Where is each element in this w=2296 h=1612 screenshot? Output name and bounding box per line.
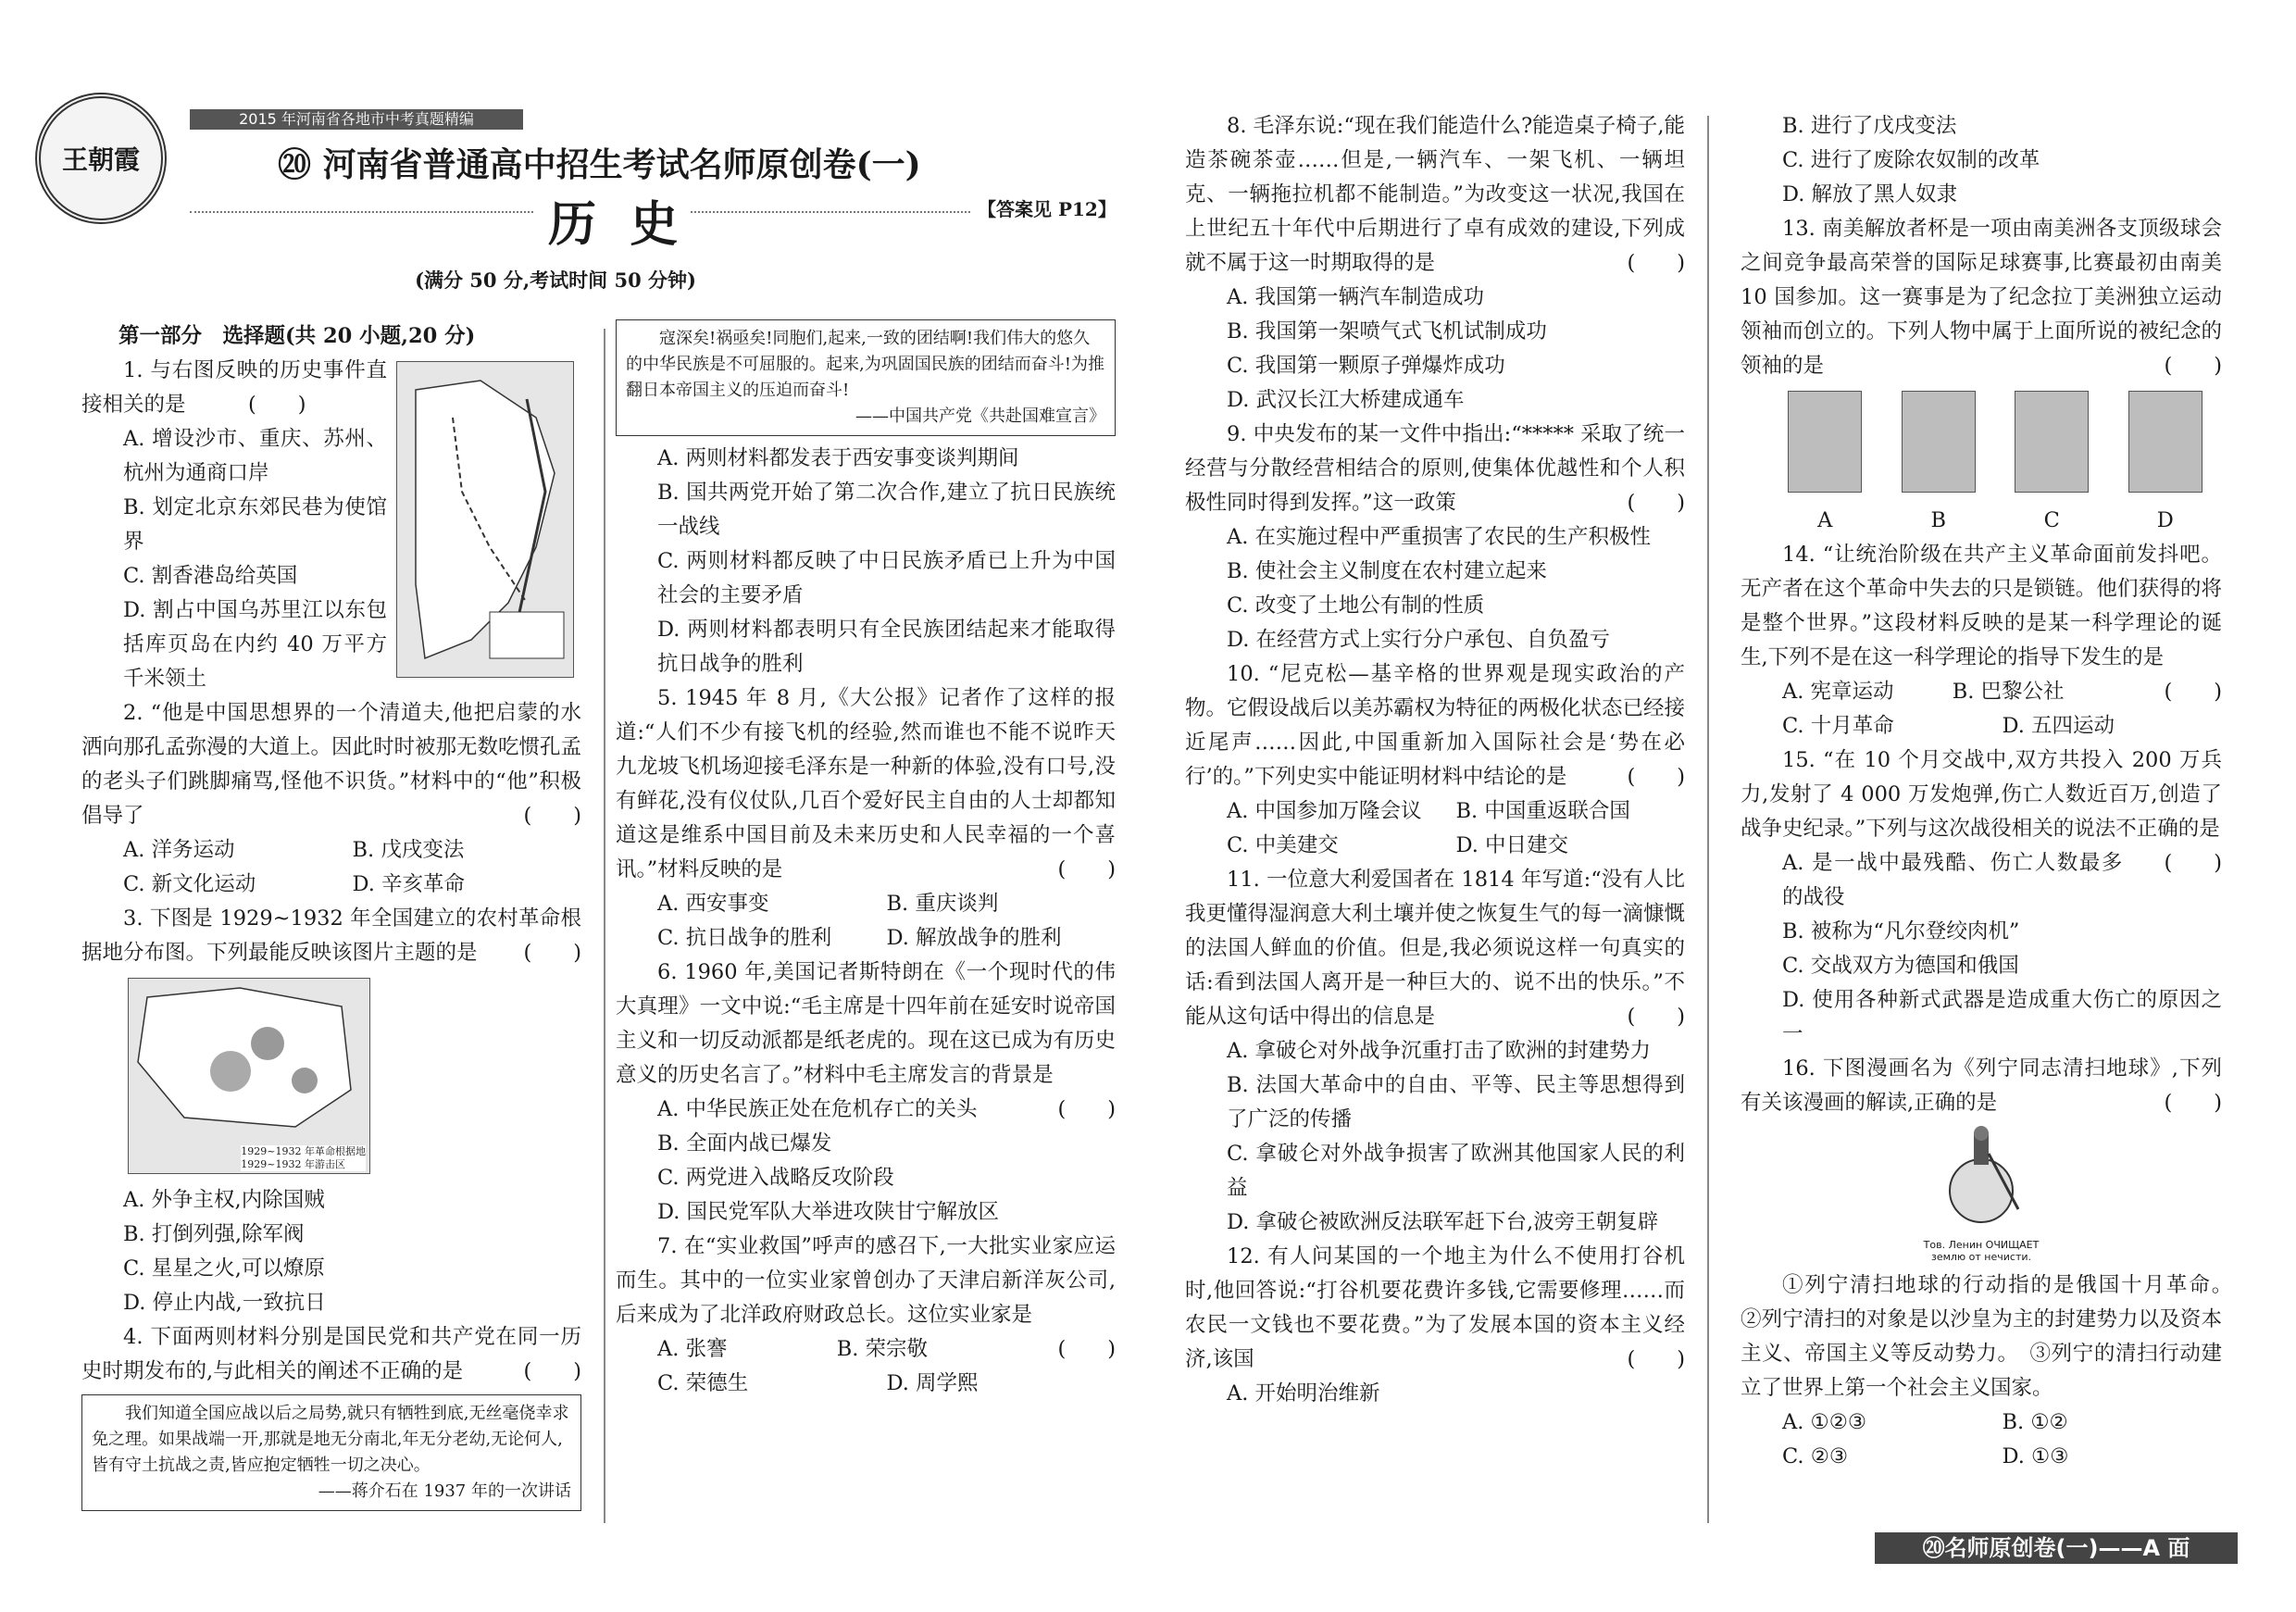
option: A. 拿破仑对外战争沉重打击了欧洲的封建势力 (1227, 1039, 1652, 1063)
question-14: 14. “让统治阶级在共产主义革命面前发抖吧。无产者在这个革命中失去的只是锁链。他们获得的将是整个世界。”这段材料反映的是某一科学理论的诞生,下列不是在这一科学理论的指导下发生的是 ( ) (1741, 543, 2222, 704)
option: A. 在实施过程中严重损害了农民的生产积极性 (1227, 525, 1652, 549)
option: B. 使社会主义制度在农村建立起来 (1227, 559, 1547, 583)
footer-badge: ⑳名师原创卷(一)——A 面 (1875, 1532, 2238, 1564)
option: B. 全面内战已爆发 (657, 1131, 832, 1156)
question-2: 2. “他是中国思想界的一个清道夫,他把启蒙的水洒向那孔孟弥漫的大道上。因此时时被那无数吃惯孔孟的老头子们跳脚痛骂,怪他不识货。”材料中的“他”积极倡导了 ( ) (81, 701, 582, 828)
option: D. 解放了黑人奴隶 (1782, 182, 1958, 206)
option: B. 国共两党开始了第二次合作,建立了抗日民族统一战线 (657, 481, 1116, 539)
options-q5: A. 西安事变 B. 重庆谈判 (657, 892, 999, 916)
column-3 (1185, 109, 1685, 1411)
paper-number: ⑳ (278, 145, 312, 184)
quote-text: 寇深矣!祸亟矣!同胞们,起来,一致的团结啊!我们伟大的悠久的中华民族是不可屈服的。起来,为巩固国民族的团结而奋斗!为推翻日本帝国主义的压迫而奋斗! (626, 329, 1104, 400)
quote-box (81, 1394, 581, 1511)
option: D. 割占中国乌苏里江以东包括库页岛在内约 40 万平方千米领土 (123, 598, 387, 691)
question-12: 12. 有人问某国的一个地主为什么不使用打谷机时,他回答说:“打谷机要花费许多钱,它需要修理……而农民一文钱也不要花费。”为了发展本国的资本主义经济,该国 ( ) (1185, 1244, 1685, 1371)
option: A. 是一战中最残酷、伤亡人数最多的战役 (1782, 851, 2123, 909)
options-q7: C. 荣德生 D. 周学熙 (657, 1371, 979, 1395)
option: D. 拿破仑被欧洲反法联军赶下台,波旁王朝复辟 (1227, 1210, 1659, 1234)
title-text: 河南省普通高中招生考试名师原创卷(一) (322, 145, 921, 184)
option: D. 停止内战,一致抗日 (123, 1291, 326, 1315)
cartoon-lenin (1741, 1126, 2222, 1263)
options-q14: A. 宪章运动 B. 巴黎公社 (1782, 680, 2065, 704)
question-10: 10. “尼克松—基辛格的世界观是现实政治的产物。它假设战后以美苏霸权为特征的两极化状态已经接近尾声……因此,中国重新加入国际社会是‘势在必行’的。”下列史实中能证明材料中结论的是 ( ) (1185, 662, 1686, 789)
question-7: 7. 在“实业救国”呼声的感召下,一大批实业家应运而生。其中的一位实业家曾创办了天津启新洋灰公司,后来成为了北洋政府财政总长。这位实业家是 ( ) (616, 1234, 1116, 1361)
portrait-d: D (2128, 391, 2202, 538)
question-15: 15. “在 10 个月交战中,双方共投入 200 万兵力,发射了 4 000 万发炮弹,伤亡人数近百万,创造了战争史纪录。”下列与这次战役相关的说法不正确的是 ( ) (1741, 748, 2222, 875)
map-legend: 1929~1932 年革命根据地 1929~1932 年游击区 (241, 1145, 366, 1170)
map-treaty-ports (396, 361, 574, 678)
options-q16: C. ②③ D. ①③ (1782, 1444, 2069, 1468)
question-13: 13. 南美解放者杯是一项由南美洲各支顶级球会之间竞争最高荣誉的国际足球赛事,比赛最初由南美 10 国参加。这一赛事是为了纪念拉丁美洲独立运动领袖而创立的。下列人物中属于上面所说的被纪念的领袖的是 ( ) (1741, 217, 2222, 378)
quote-source: ——蒋介石在 1937 年的一次讲话 (318, 1481, 571, 1501)
cartoon-caption: Тов. Ленин ОЧИЩАЕТ землю от нечисти. (1923, 1239, 2040, 1263)
banner-text: 2015 年河南省各地市中考真题精编 (239, 110, 474, 128)
option: C. 两则材料都反映了中日民族矛盾已上升为中国社会的主要矛盾 (657, 549, 1116, 607)
option: B. 我国第一架喷气式飞机试制成功 (1227, 319, 1547, 344)
banner (190, 109, 523, 130)
option: D. 两则材料都表明只有全民族团结起来才能取得抗日战争的胜利 (657, 618, 1116, 676)
option: C. 进行了废除农奴制的改革 (1782, 148, 2040, 172)
options-q2: A. 洋务运动 B. 戊戌变法 (123, 838, 465, 862)
logo-text: 王朝霞 (61, 144, 140, 175)
options-q7: A. 张謇 B. 荣宗敬 (657, 1337, 929, 1361)
option: B. 划定北京东郊民巷为使馆界 (123, 495, 387, 554)
option: B. 法国大革命中的自由、平等、民主等思想得到了广泛的传播 (1227, 1073, 1685, 1131)
answer-ref: 【答案见 P12】 (972, 194, 1122, 221)
question-6: 6. 1960 年,美国记者斯特朗在《一个现时代的伟大真理》一文中说:“毛主席是十四年前在延安时说帝国主义和一切反动派都是纸老虎的。现在这已成为有历史意义的历史名言了。”材料中毛主席发言的背景是 ( ) (616, 960, 1117, 1121)
option: D. 在经营方式上实行分户承包、自负盈亏 (1227, 628, 1611, 652)
quote-box (616, 319, 1116, 436)
portrait-a: A (1788, 391, 1862, 538)
question-9: 9. 中央发布的某一文件中指出:“***** 采取了统一经营与分散经营相结合的原则,使集体优越性和个人积极性同时得到发挥。”这一政策 ( ) (1185, 422, 1685, 515)
question-8: 8. 毛泽东说:“现在我们能造什么?能造桌子椅子,能造茶碗茶壶……但是,一辆汽车、一架飞机、一辆坦克、一辆拖拉机都不能制造。”为改变这一状况,我国在上世纪五十年代中后期进行了卓有成效的建设,下列成就不属于这一时期取得的是 ( ) (1185, 114, 1685, 275)
option: A. 两则材料都发表于西安事变谈判期间 (657, 446, 1019, 470)
cartoon-graphic (1926, 1126, 2037, 1228)
portrait-c: C (2015, 391, 2089, 538)
option: C. 交战双方为德国和俄国 (1782, 954, 2019, 978)
option: A. 外争主权,内除国贼 (123, 1188, 325, 1212)
q16-statements: ①列宁清扫地球的行动指的是俄国十月革命。 ②列宁清扫的对象是以沙皇为主的封建势力以及资本主义、帝国主义等反动势力。 ③列宁的清扫行动建立了世界上第一个社会主义国家。 (1741, 1273, 2243, 1400)
options-q5: C. 抗日战争的胜利 D. 解放战争的胜利 (657, 926, 1062, 950)
option: C. 两党进入战略反攻阶段 (657, 1166, 894, 1190)
option: C. 拿破仑对外战争损害了欧洲其他国家人民的利益 (1227, 1142, 1685, 1200)
question-4: 4. 下面两则材料分别是国民党和共产党在同一历史时期发布的,与此相关的阐述不正确的是 ( ) (81, 1325, 581, 1383)
question-11: 11. 一位意大利爱国者在 1814 年写道:“没有人比我更懂得湿润意大利土壤并使之恢复生气的每一滴慷慨的法国人鲜血的价值。但是,我必须说这样一句真实的话:看到法国人离开是一种巨大的、说不出的快乐。”不能从这句话中得出的信息是 ( ) (1185, 868, 1686, 1029)
column-divider (604, 329, 605, 1523)
option: C. 星星之火,可以燎原 (123, 1256, 325, 1281)
subject-title: 历 史 (535, 185, 691, 255)
options-q2: C. 新文化运动 D. 辛亥革命 (123, 872, 466, 896)
portrait-b: B (1902, 391, 1976, 538)
options-q10: C. 中美建交 D. 中日建交 (1227, 833, 1569, 857)
option: A. 开始明治维新 (1227, 1381, 1380, 1406)
exam-note: (满分 50 分,考试时间 50 分钟) (415, 269, 696, 292)
portrait-row (1768, 391, 2222, 538)
question-16: 16. 下图漫画名为《列宁同志清扫地球》,下列有关该漫画的解读,正确的是 ( ) (1741, 1056, 2222, 1115)
question-3: 3. 下图是 1929~1932 年全国建立的农村革命根据地分布图。下列最能反映该图片主题的是 ( ) (81, 906, 581, 965)
quote-text: 我们知道全国应战以后之局势,就只有牺牲到底,无丝毫侥幸求免之理。如果战端一开,那就是地无分南北,年无分老幼,无论何人,皆有守土抗战之责,皆应抱定牺牲一切之决心。 (92, 1404, 569, 1475)
quote-source: ——中国共产党《共赴国难宣言》 (855, 406, 1105, 426)
option: C. 我国第一颗原子弹爆炸成功 (1227, 354, 1505, 378)
option: D. 使用各种新式武器是造成重大伤亡的原因之一 (1782, 988, 2222, 1046)
question-5: 5. 1945 年 8 月,《大公报》记者作了这样的报道:“人们不少有接飞机的经验,然而谁也不能不说昨天九龙坡飞机场迎接毛泽东是一种新的体验,没有口号,没有鲜花,没有仪仗队,几百个爱好民主自由的人士却都知道这是维系中国目前及未来历史和人民幸福的一个喜讯。”材料反映的是 ( ) (616, 686, 1116, 881)
option: C. 改变了土地公有制的性质 (1227, 594, 1485, 618)
logo (35, 93, 167, 224)
page-title (278, 139, 921, 186)
section-heading: 第一部分 选择题(共 20 小题,20 分) (119, 324, 476, 348)
option: A. 我国第一辆汽车制造成功 (1227, 285, 1485, 309)
map-revolutionary-bases (128, 978, 370, 1174)
option: D. 国民党军队大举进攻陕甘宁解放区 (657, 1200, 1000, 1224)
column-4 (1741, 109, 2243, 1474)
option: A. 中华民族正处在危机存亡的关头 (657, 1097, 978, 1121)
option: B. 被称为“凡尔登绞肉机” (1782, 919, 2020, 943)
map-graphic (129, 979, 369, 1136)
option: D. 武汉长江大桥建成通车 (1227, 388, 1465, 412)
map-graphic (397, 362, 573, 677)
column-1 (81, 319, 581, 1517)
options-q14: C. 十月革命 D. 五四运动 (1782, 714, 2115, 738)
options-q16: A. ①②③ B. ①② (1782, 1410, 2068, 1434)
option: B. 打倒列强,除军阀 (123, 1222, 305, 1246)
column-2 (616, 319, 1116, 1401)
option: B. 进行了戊戌变法 (1782, 114, 1957, 138)
option: C. 割香港岛给英国 (123, 564, 298, 588)
question-1: 1. 与右图反映的历史事件直接相关的是 ( ) (81, 358, 387, 417)
option: A. 增设沙市、重庆、苏州、杭州为通商口岸 (123, 427, 387, 485)
options-q10: A. 中国参加万隆会议 B. 中国重返联合国 (1227, 799, 1630, 823)
column-divider (1707, 116, 1709, 1523)
